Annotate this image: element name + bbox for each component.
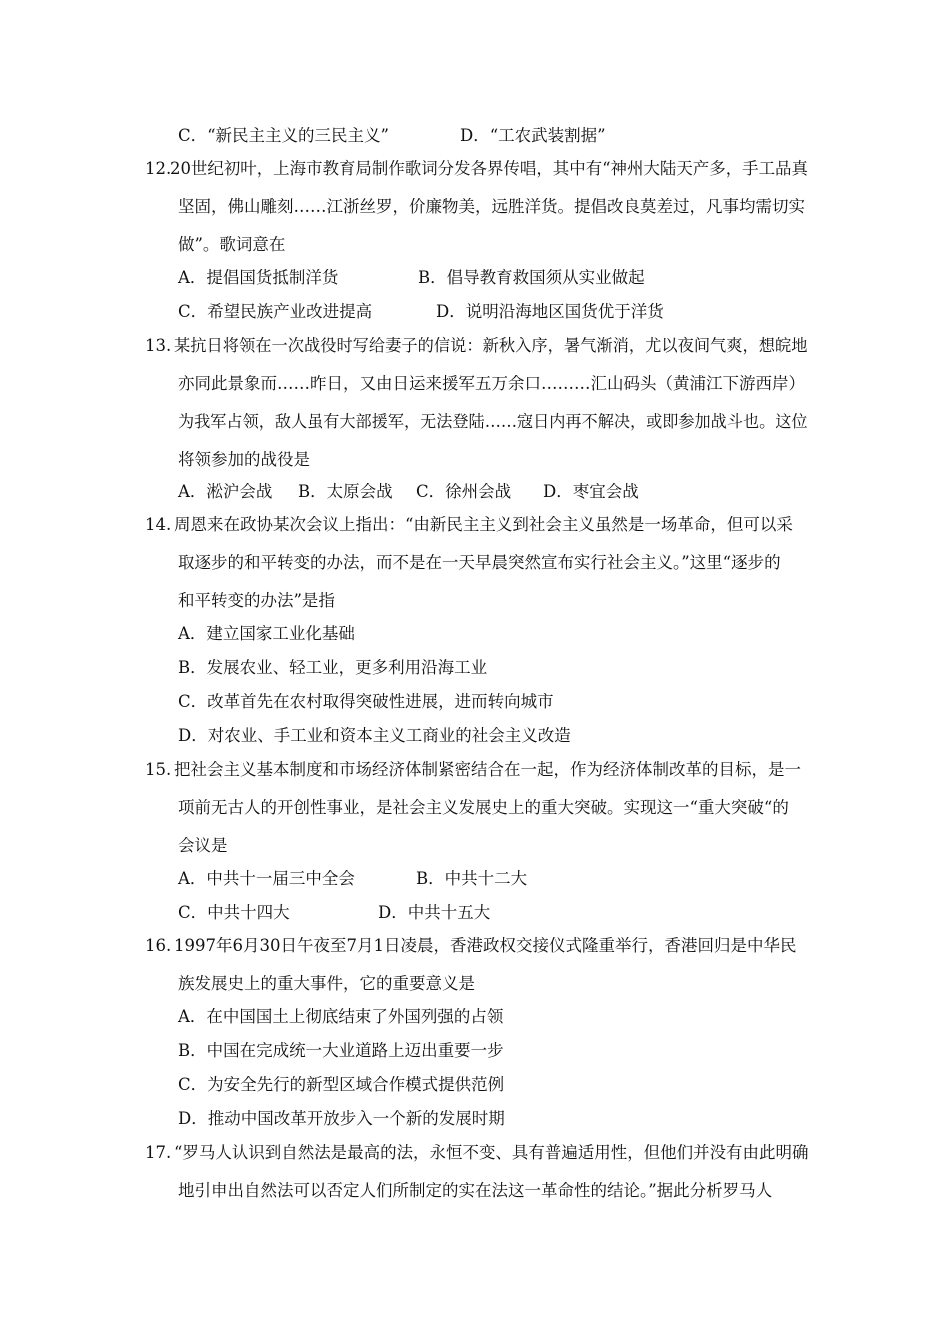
q16-option-c: C．为安全先行的新型区域合作模式提供范例 bbox=[178, 1075, 505, 1094]
q13-stem-line3: 为我军占领，敌人虽有大部援军，无法登陆……寇日内再不解决，或即参加战斗也。这位 bbox=[178, 412, 808, 431]
q15-number: 15. bbox=[145, 760, 172, 779]
q13-option-a: A．淞沪会战 bbox=[178, 482, 273, 501]
q12-option-c: C．希望民族产业改进提高 bbox=[178, 302, 373, 321]
q15-stem-line1: 把社会主义基本制度和市场经济体制紧密结合在一起，作为经济体制改革的目标，是一 bbox=[174, 760, 801, 779]
q14-number: 14. bbox=[145, 515, 172, 534]
q14-stem-line3: 和平转变的办法”是指 bbox=[178, 591, 335, 610]
q16-stem-line1: 1997年6月30日午夜至7月1日凌晨，香港政权交接仪式隆重举行，香港回归是中华民 bbox=[174, 936, 797, 955]
q17-number: 17. bbox=[145, 1143, 172, 1162]
q13-stem-line1: 某抗日将领在一次战役时写给妻子的信说：新秋入序，暑气渐消，尤以夜间气爽，想皖地 bbox=[174, 336, 808, 355]
q15-option-c: C．中共十四大 bbox=[178, 903, 290, 922]
q12-number: 12. bbox=[145, 159, 172, 178]
q15-option-d: D．中共十五大 bbox=[378, 903, 491, 922]
q13-option-c: C．徐州会战 bbox=[416, 482, 512, 501]
q12-option-b: B．倡导教育救国须从实业做起 bbox=[418, 268, 645, 287]
q16-option-a: A．在中国国土上彻底结束了外国列强的占领 bbox=[178, 1007, 504, 1026]
q17-stem-line1: “罗马人认识到自然法是最高的法，永恒不变、具有普遍适用性，但他们并没有由此明确 bbox=[174, 1143, 809, 1162]
q13-option-b: B．太原会战 bbox=[298, 482, 393, 501]
q14-option-d: D．对农业、手工业和资本主义工商业的社会主义改造 bbox=[178, 726, 571, 745]
q12-stem-line1: 20世纪初叶，上海市教育局制作歌词分发各界传唱，其中有“神州大陆天产多，手工品真 bbox=[170, 159, 808, 178]
q15-stem-line3: 会议是 bbox=[178, 836, 228, 855]
q16-stem-line2: 族发展史上的重大事件，它的重要意义是 bbox=[178, 974, 475, 993]
q11-option-d: D．“工农武装割据” bbox=[460, 126, 606, 145]
q15-option-a: A．中共十一届三中全会 bbox=[178, 869, 355, 888]
q16-option-b: B．中国在完成统一大业道路上迈出重要一步 bbox=[178, 1041, 504, 1060]
q14-stem-line1: 周恩来在政协某次会议上指出：“由新民主主义到社会主义虽然是一场革命，但可以采 bbox=[174, 515, 793, 534]
q13-number: 13. bbox=[145, 336, 172, 355]
q12-option-d: D．说明沿海地区国货优于洋货 bbox=[436, 302, 664, 321]
q14-stem-line2: 取逐步的和平转变的办法，而不是在一天早晨突然宣布实行社会主义。”这里“逐步的 bbox=[178, 553, 781, 572]
q16-option-d: D．推动中国改革开放步入一个新的发展时期 bbox=[178, 1109, 505, 1128]
q16-number: 16. bbox=[145, 936, 172, 955]
q11-option-c: C．“新民主主义的三民主义” bbox=[178, 126, 389, 145]
q13-stem-line2: 亦同此景象而……昨日，又由日运来援军五万余口………汇山码头（黄浦江下游西岸） bbox=[178, 374, 805, 393]
q12-option-a: A．提倡国货抵制洋货 bbox=[178, 268, 339, 287]
q15-stem-line2: 项前无古人的开创性事业，是社会主义发展史上的重大突破。实现这一“重大突破“的 bbox=[178, 798, 789, 817]
q14-option-c: C．改革首先在农村取得突破性进展，进而转向城市 bbox=[178, 692, 554, 711]
q13-option-d: D．枣宜会战 bbox=[543, 482, 639, 501]
q12-stem-line3: 做”。歌词意在 bbox=[178, 235, 286, 254]
q13-stem-line4: 将领参加的战役是 bbox=[178, 450, 310, 469]
q12-stem-line2: 坚固，佛山雕刻……江浙丝罗，价廉物美，远胜洋货。提倡改良莫差过，凡事均需切实 bbox=[178, 197, 805, 216]
q14-option-b: B．发展农业、轻工业，更多利用沿海工业 bbox=[178, 658, 488, 677]
q15-option-b: B．中共十二大 bbox=[416, 869, 528, 888]
q14-option-a: A．建立国家工业化基础 bbox=[178, 624, 355, 643]
q17-stem-line2: 地引申出自然法可以否定人们所制定的实在法这一革命性的结论。”据此分析罗马人 bbox=[178, 1181, 773, 1200]
